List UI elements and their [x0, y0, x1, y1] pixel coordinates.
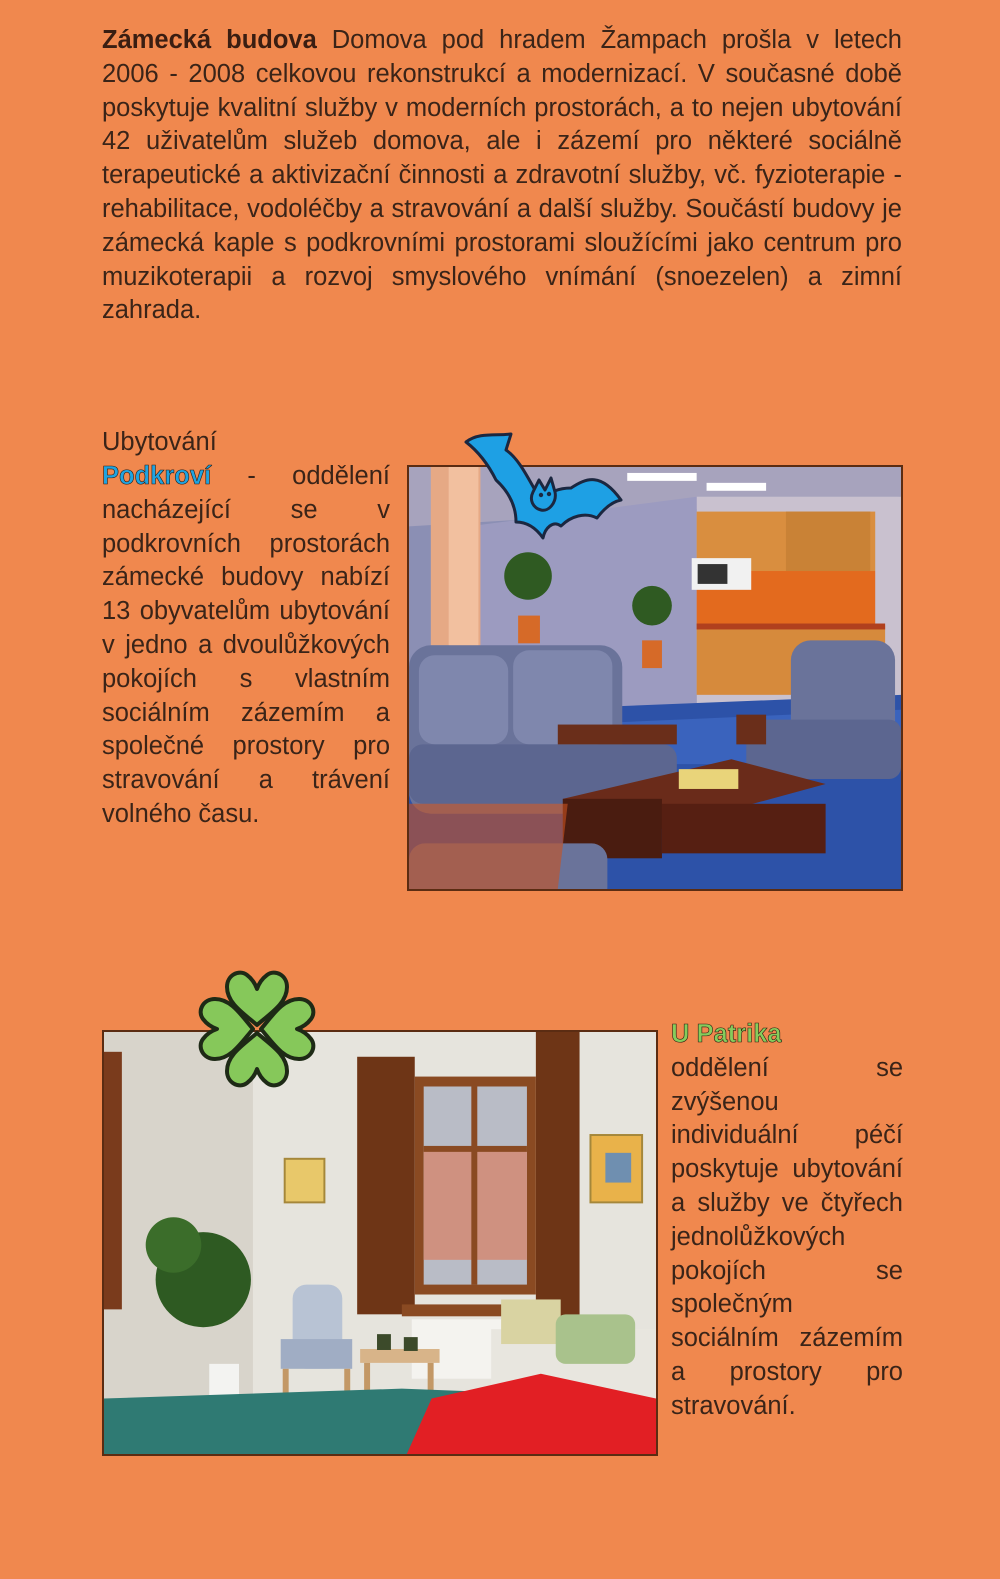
podkrovi-description: - oddělení nacházející se v podkrovních prostorách zámecké budovy nabízí 13 obyvatelům ubytování v jedno a dvoulůžkových pokojích s vlastním sociálním zázemím a společné prostory pro stravování a trávení volného času. [102, 462, 390, 828]
intro-text: Domova pod hradem Žampach prošla v letech 2006 - 2008 celkovou rekonstrukcí a modernizací. V současné době poskytuje kvalitní služby v moderních prostorách, a to nejen ubytování 42 uživatelům služeb domova, ale i zázemí pro některé sociálně terapeutické a aktivizační činnosti a zdravotní služby, vč. fyzioterapie - rehabilitace, vodoléčby a stravování a další služby. Součástí budovy je zámecká kaple s podkrovními prostorami sloužícími jako centrum pro muzikoterapii a rozvoj smyslového vnímání (snoezelen) a zimní zahrada. [102, 26, 902, 325]
intro-lead: Zámecká budova [102, 26, 317, 54]
four-leaf-clover-icon [193, 965, 321, 1093]
section-u-patrika-text [671, 1018, 903, 1424]
bat-icon [461, 430, 631, 545]
section-podkrovi-text [102, 460, 390, 832]
section-heading-ubytovani: Ubytování [102, 428, 217, 456]
room-photo-illustration [104, 1032, 656, 1454]
podkrovi-tag: Podkroví [102, 462, 212, 490]
intro-paragraph [102, 24, 902, 328]
room-photo [102, 1030, 658, 1456]
u-patrika-description: oddělení se zvýšenou individuální péčí poskytuje ubytování a služby ve čtyřech jednolůžkových pokojích se společným sociálním zázemím a prostory pro stravování. [671, 1053, 903, 1420]
u-patrika-tag: U Patrika [671, 1020, 782, 1048]
